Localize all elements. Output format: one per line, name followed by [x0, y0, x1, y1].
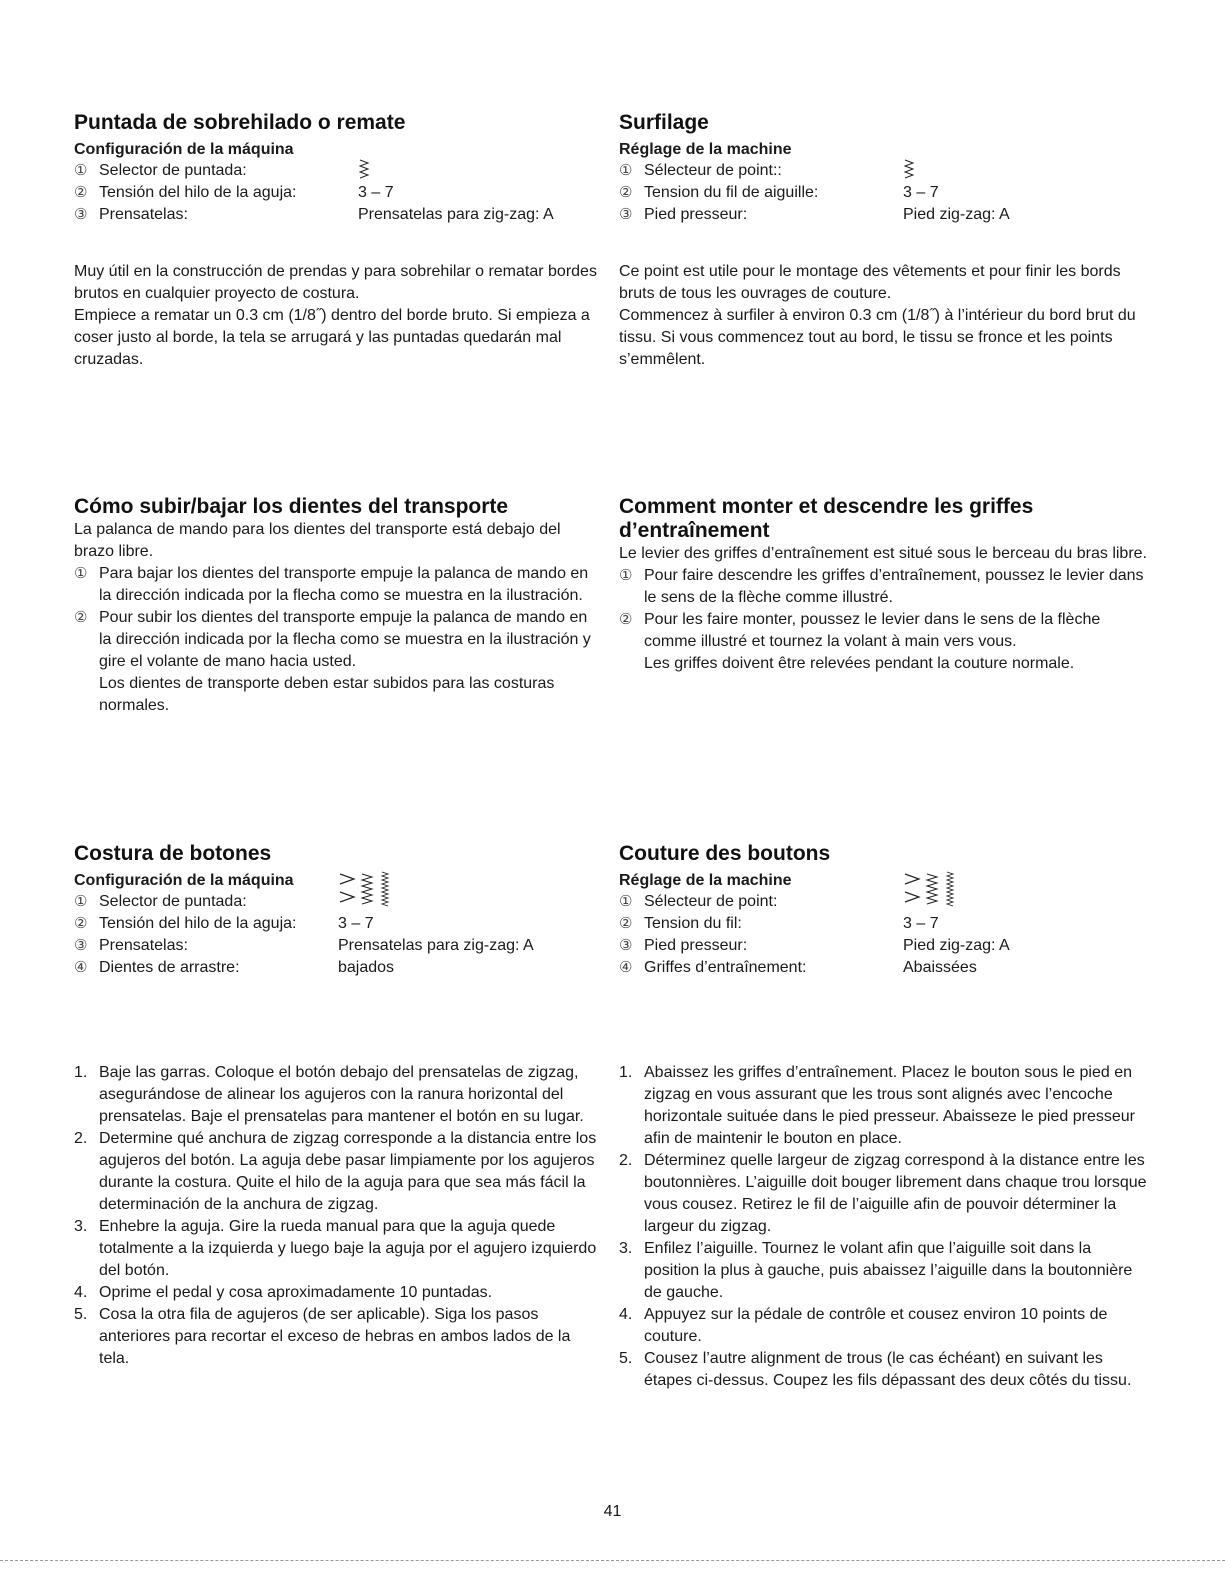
- zigzag-stitch-icon: [338, 870, 410, 910]
- list-item: 3. Enhebre la aguja. Gire la rueda manual para que la aguja quede totalmente a la izquierda y luego baje la aguja por el agujero izquierdo del botón.: [74, 1218, 597, 1279]
- heading-overcast-fr: Surfilage: [619, 111, 709, 134]
- config-row: ③ Pied presseur: Pied zig-zag: A: [619, 937, 1010, 954]
- heading-buttons-fr: Couture des boutons: [619, 842, 831, 865]
- config-row: ① Sélecteur de point::: [619, 162, 782, 179]
- config-row: ④ Dientes de arrastre: bajados: [74, 959, 395, 976]
- config-row: ① Selector de puntada:: [74, 162, 247, 179]
- list-item: ② Pour les faire monter, poussez le levier dans le sens de la flèche comme illustré et tournez la volant à main vers vous.: [619, 611, 1101, 650]
- section-overcast-fr: [619, 111, 1149, 371]
- zigzag-stitch-icon: [903, 870, 975, 910]
- heading-feed-dogs-fr: Comment monter et descendre les griffes d’entraînement: [619, 495, 1034, 542]
- heading-overcast-es: Puntada de sobrehilado o remate: [74, 111, 406, 134]
- config-row: ② Tension du fil de aiguille: 3 – 7: [619, 184, 939, 201]
- steps-list: [74, 1062, 604, 1370]
- section-buttons-es: [74, 842, 604, 1370]
- bottom-divider: [0, 1560, 1225, 1561]
- config-row: ② Tensión del hilo de la aguja: 3 – 7: [74, 915, 374, 932]
- list-item: 5. Cousez l’autre alignment de trous (le cas échéant) en suivant les étapes ci-dessus. Coupez les fils dépassant des deux côtés du tissu.: [619, 1350, 1132, 1389]
- config-row: ① Selector de puntada:: [74, 893, 247, 910]
- list-item: 3. Enfilez l’aiguille. Tournez le volant afin que l’aiguille soit dans la position la plus à gauche, puis abaissez l’aiguille dans la boutonnière de gauche.: [619, 1240, 1133, 1301]
- paragraph: Ce point est utile pour le montage des vêtements et pour finir les bords bruts de tous les ouvrages de couture.: [619, 263, 1121, 302]
- list-item: 4. Oprime el pedal y cosa aproximadamente 10 puntadas.: [74, 1284, 493, 1301]
- config-row: ③ Prensatelas: Prensatelas para zig-zag: A: [74, 937, 534, 954]
- intro-paragraph: Le levier des griffes d’entraînement est situé sous le berceau du bras libre.: [619, 545, 1147, 562]
- config-title: Réglage de la machine: [619, 141, 792, 158]
- config-title: Configuración de la máquina: [74, 872, 294, 889]
- overcast-stitch-icon: [358, 159, 370, 181]
- heading-feed-dogs-es: Cómo subir/bajar los dientes del transporte: [74, 495, 509, 518]
- section-buttons-fr: [619, 842, 1149, 1392]
- list-item: 4. Appuyez sur la pédale de contrôle et cousez environ 10 points de couture.: [619, 1306, 1108, 1345]
- list-item: ① Pour faire descendre les griffes d’entraînement, poussez le levier dans le sens de la flèche comme illustré.: [619, 567, 1144, 606]
- paragraph: Empiece a rematar un 0.3 cm (1/8˝) dentro del borde bruto. Si empieza a coser justo al borde, la tela se arrugará y las puntadas quedarán mal cruzadas.: [74, 307, 590, 368]
- list-item: 1. Abaissez les griffes d’entraînement. Placez le bouton sous le pied en zigzag en vous assurant que les trous sont alignés avec l’encoche horizontale suituée dans le pied presseur. Abaisseze le pied presseur afin de maintenir le bouton en place.: [619, 1064, 1135, 1147]
- config-row: ③ Prensatelas: Prensatelas para zig-zag: A: [74, 206, 554, 223]
- config-row: ① Sélecteur de point:: [619, 893, 778, 910]
- section-feed-dogs-es: [74, 495, 604, 717]
- config-row: ② Tension du fil: 3 – 7: [619, 915, 939, 932]
- overcast-stitch-icon: [903, 159, 915, 181]
- list-item: 2. Determine qué anchura de zigzag corresponde a la distancia entre los agujeros del botón. La aguja debe pasar limpiamente por los agujeros durante la costura. Quite el hilo de la aguja para que sea más fácil la determinación de la anchura de zigzag.: [74, 1130, 597, 1213]
- list-item: 5. Cosa la otra fila de agujeros (de ser aplicable). Siga los pasos anteriores para recortar el exceso de hebras en ambos lados de la tela.: [74, 1306, 571, 1367]
- section-feed-dogs-fr: [619, 495, 1149, 675]
- note-text: Los dientes de transporte deben estar subidos para las costuras normales.: [99, 675, 555, 714]
- config-row: ③ Pied presseur: Pied zig-zag: A: [619, 206, 1010, 223]
- list-item: 2. Déterminez quelle largeur de zigzag correspond à la distance entre les boutonnières. L’aiguille doit bouger librement dans chaque trou lorsque vous cousez. Retirez le fil de l’aiguille afin de pouvoir déterminer la largeur du zigzag.: [619, 1152, 1147, 1235]
- note-text: Les griffes doivent être relevées pendant la couture normale.: [644, 655, 1075, 672]
- list-item: ② Pour subir los dientes del transporte empuje la palanca de mando en la dirección indicada por la flecha como se muestra en la ilustración y gire el volante de mano hacia usted.: [74, 609, 591, 670]
- page-number: 41: [603, 1503, 622, 1520]
- config-title: Configuración de la máquina: [74, 141, 294, 158]
- config-title: Réglage de la machine: [619, 872, 792, 889]
- list-item: 1. Baje las garras. Coloque el botón debajo del prensatelas de zigzag, asegurándose de alinear los agujeros con la ranura horizontal del prensatelas. Baje el prensatelas para mantener el botón en su lugar.: [74, 1064, 584, 1125]
- config-row: ② Tensión del hilo de la aguja: 3 – 7: [74, 184, 394, 201]
- intro-paragraph: La palanca de mando para los dientes del transporte está debajo del brazo libre.: [74, 521, 561, 560]
- section-overcast-es: [74, 111, 604, 371]
- paragraph: Commencez à surfiler à environ 0.3 cm (1/8˝) à l’intérieur du bord brut du tissu. Si vous commencez tout au bord, le tissu se fronce et les points s’emmêlent.: [619, 307, 1136, 368]
- steps-list: [619, 1062, 1149, 1392]
- config-row: ④ Griffes d’entraînement: Abaissées: [619, 959, 977, 976]
- list-item: ① Para bajar los dientes del transporte empuje la palanca de mando en la dirección indicada por la flecha como se muestra en la ilustración.: [74, 565, 589, 604]
- paragraph: Muy útil en la construcción de prendas y para sobrehilar o rematar bordes brutos en cualquier proyecto de costura.: [74, 263, 597, 302]
- heading-buttons-es: Costura de botones: [74, 842, 272, 865]
